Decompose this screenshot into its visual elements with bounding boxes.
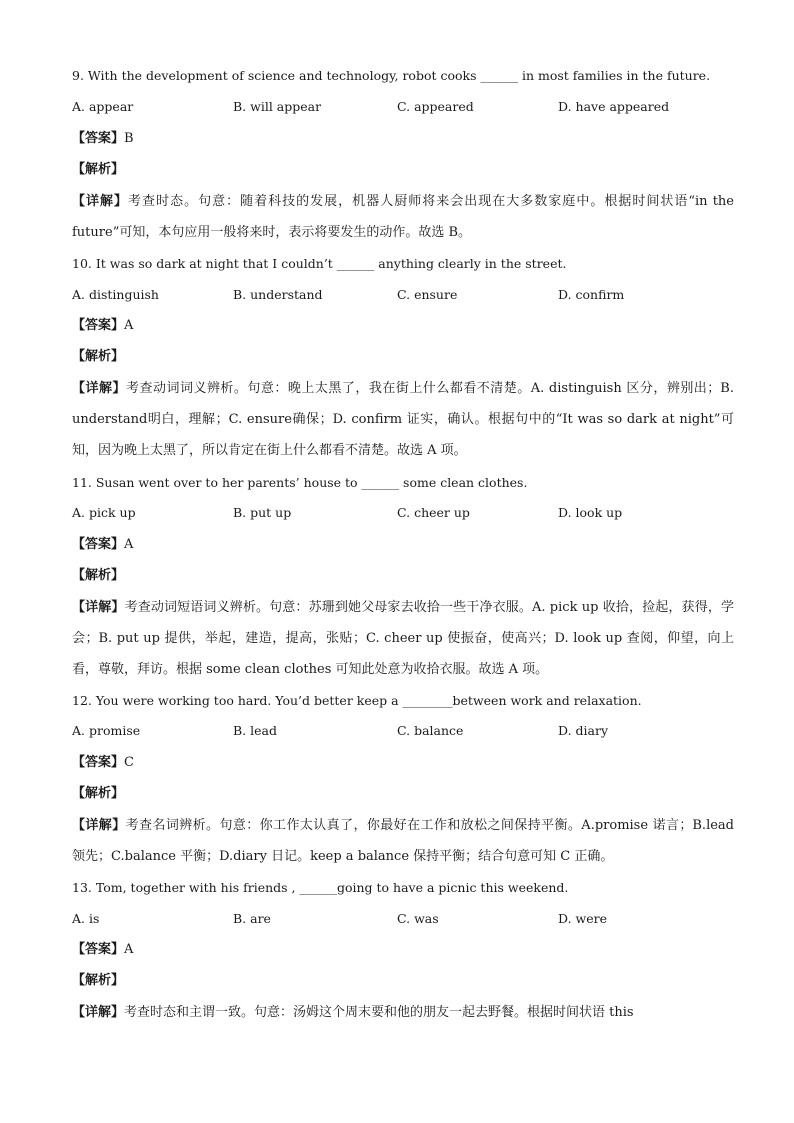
- question-stem: 11. Susan went over to her parents’ house to ______ some clean clothes.: [72, 475, 528, 490]
- answer-line: [72, 130, 134, 148]
- detail-text: 考查时态。句意：随着科技的发展，机器人厨师将来会出现在大多数家庭中。根据时间状语“in the future”可知，本句应用一般将来时，表示将要发生的动作。故选 B。: [72, 194, 734, 240]
- option-a: A. distinguish: [72, 287, 159, 302]
- analysis-tag: 【解析】: [72, 349, 125, 364]
- option-a: A. is: [72, 911, 100, 926]
- answer-tag: 【答案】: [72, 942, 125, 957]
- answer-value: A: [124, 942, 134, 957]
- detail-explanation: [72, 997, 734, 1028]
- answer-value: A: [124, 318, 134, 333]
- detail-text: 考查动词词义辨析。句意：晚上太黑了，我在街上什么都看不清楚。A. distinguish 区分，辨别出；B. understand明白，理解；C. ensure确保；D. confirm 证实，确认。根据句中的“It was so dark at night”可知，因为晚上太黑了，所以肯定在街上什么都看不清楚。故选 A 项。: [72, 381, 734, 458]
- option-d: D. were: [558, 911, 607, 926]
- question-stem: 13. Tom, together with his friends , ______going to have a picnic this weekend.: [72, 880, 569, 895]
- option-c: C. appeared: [397, 99, 474, 114]
- options-row: [72, 99, 732, 117]
- options-row: [72, 911, 732, 929]
- answer-tag: 【答案】: [72, 537, 125, 552]
- option-c: C. balance: [397, 723, 464, 738]
- answer-value: B: [124, 131, 134, 146]
- option-b: B. are: [233, 911, 271, 926]
- option-b: B. lead: [233, 723, 277, 738]
- question-stem: 12. You were working too hard. You’d better keep a ________between work and relaxation.: [72, 693, 642, 708]
- answer-line: [72, 941, 133, 959]
- options-row: [72, 287, 732, 305]
- answer-line: [72, 536, 133, 554]
- answer-tag: 【答案】: [72, 755, 125, 770]
- detail-tag: 【详解】: [72, 818, 126, 833]
- question-stem: 9. With the development of science and technology, robot cooks ______ in most families in the future.: [72, 68, 711, 83]
- option-a: A. pick up: [72, 505, 136, 520]
- answer-value: C: [124, 755, 134, 770]
- answer-value: A: [124, 537, 134, 552]
- answer-line: [72, 754, 134, 772]
- answer-tag: 【答案】: [72, 318, 125, 333]
- detail-explanation: [72, 186, 734, 248]
- option-b: B. understand: [233, 287, 323, 302]
- option-b: B. put up: [233, 505, 292, 520]
- options-row: [72, 723, 732, 741]
- detail-text: 考查时态和主谓一致。句意：汤姆这个周末要和他的朋友一起去野餐。根据时间状语 this: [124, 1005, 634, 1020]
- detail-tag: 【详解】: [72, 194, 129, 209]
- analysis-tag: 【解析】: [72, 162, 125, 177]
- option-d: D. confirm: [558, 287, 625, 302]
- answer-line: [72, 317, 133, 335]
- option-c: C. cheer up: [397, 505, 470, 520]
- option-d: D. diary: [558, 723, 609, 738]
- option-a: A. appear: [72, 99, 134, 114]
- detail-tag: 【详解】: [72, 600, 125, 615]
- detail-text: 考查动词短语词义辨析。句意：苏珊到她父母家去收拾一些干净衣服。A. pick up 收拾，捡起，获得，学会；B. put up 提供，举起，建造，提高，张贴；C. cheer up 使振奋，使高兴；D. look up 查阅，仰望，向上看，尊敬，拜访。根据 some clean clothes 可知此处意为收拾衣服。故选 A 项。: [72, 600, 734, 677]
- option-c: C. was: [397, 911, 439, 926]
- detail-text: 考查名词辨析。句意：你工作太认真了，你最好在工作和放松之间保持平衡。A.promise 诺言；B.lead 领先；C.balance 平衡；D.diary 日记。keep a balance 保持平衡；结合句意可知 C 正确。: [72, 818, 734, 864]
- analysis-tag: 【解析】: [72, 786, 125, 801]
- option-a: A. promise: [72, 723, 141, 738]
- option-d: D. have appeared: [558, 99, 670, 114]
- detail-tag: 【详解】: [72, 1005, 125, 1020]
- detail-tag: 【详解】: [72, 381, 126, 396]
- analysis-tag: 【解析】: [72, 973, 125, 988]
- option-b: B. will appear: [233, 99, 322, 114]
- detail-explanation: [72, 810, 734, 872]
- question-stem: 10. It was so dark at night that I couldn’t ______ anything clearly in the street.: [72, 256, 567, 271]
- option-d: D. look up: [558, 505, 623, 520]
- analysis-tag: 【解析】: [72, 568, 125, 583]
- options-row: [72, 505, 732, 523]
- detail-explanation: [72, 373, 734, 466]
- detail-explanation: [72, 592, 734, 685]
- answer-tag: 【答案】: [72, 131, 125, 146]
- option-c: C. ensure: [397, 287, 458, 302]
